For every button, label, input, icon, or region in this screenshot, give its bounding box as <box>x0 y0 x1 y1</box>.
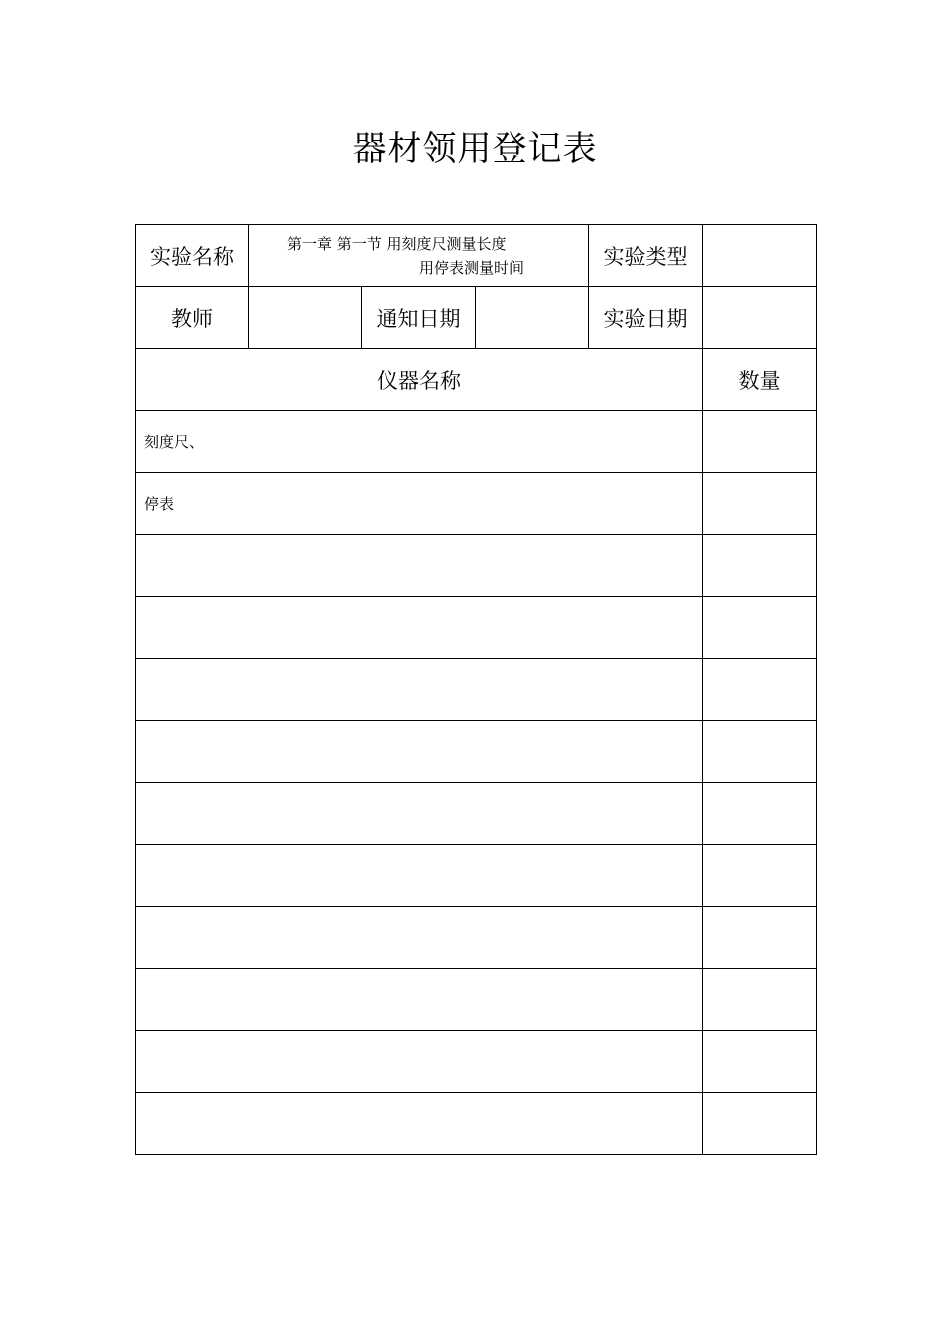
experiment-date-value[interactable] <box>703 287 817 349</box>
quantity-cell[interactable] <box>703 659 817 721</box>
instrument-name-cell[interactable] <box>136 721 703 783</box>
table-row <box>136 473 817 535</box>
quantity-cell[interactable] <box>703 907 817 969</box>
quantity-cell[interactable] <box>703 969 817 1031</box>
quantity-cell[interactable] <box>703 1093 817 1155</box>
quantity-cell[interactable] <box>703 783 817 845</box>
notice-date-value[interactable] <box>476 287 589 349</box>
table-row <box>136 721 817 783</box>
instrument-name-cell[interactable]: 停表 <box>136 473 703 535</box>
page-title: 器材领用登记表 <box>352 129 598 169</box>
instrument-name-cell[interactable]: 刻度尺、 <box>136 411 703 473</box>
teacher-value[interactable] <box>249 287 362 349</box>
instrument-name-cell[interactable] <box>136 845 703 907</box>
teacher-label: 教师 <box>136 287 249 349</box>
equipment-registration-table <box>135 224 817 1155</box>
experiment-name-line2: 用停表测量时间 <box>419 258 525 277</box>
quantity-cell[interactable] <box>703 1031 817 1093</box>
quantity-header: 数量 <box>703 349 817 411</box>
experiment-type-value[interactable] <box>703 225 817 287</box>
quantity-cell[interactable] <box>703 473 817 535</box>
quantity-cell[interactable] <box>703 535 817 597</box>
quantity-cell[interactable] <box>703 597 817 659</box>
quantity-cell[interactable] <box>703 411 817 473</box>
quantity-cell[interactable] <box>703 845 817 907</box>
experiment-name-label: 实验名称 <box>136 225 249 287</box>
instrument-name-cell[interactable] <box>136 1093 703 1155</box>
instrument-name-cell[interactable] <box>136 907 703 969</box>
table-row <box>136 969 817 1031</box>
experiment-date-label: 实验日期 <box>589 287 703 349</box>
experiment-type-label: 实验类型 <box>589 225 703 287</box>
header-row-experiment <box>136 225 817 287</box>
table-row <box>136 597 817 659</box>
table-row <box>136 411 817 473</box>
table-row <box>136 783 817 845</box>
instrument-name-cell[interactable] <box>136 969 703 1031</box>
experiment-name-line1: 第一章 第一节 用刻度尺测量长度 <box>287 234 507 253</box>
instrument-name-cell[interactable] <box>136 659 703 721</box>
instrument-name-cell[interactable] <box>136 783 703 845</box>
table-row <box>136 659 817 721</box>
table-row <box>136 845 817 907</box>
instrument-name-cell[interactable] <box>136 597 703 659</box>
quantity-cell[interactable] <box>703 721 817 783</box>
table-row <box>136 535 817 597</box>
table-row <box>136 1093 817 1155</box>
experiment-name-value[interactable] <box>249 225 589 287</box>
notice-date-label: 通知日期 <box>362 287 476 349</box>
header-row-teacher <box>136 287 817 349</box>
instrument-name-cell[interactable] <box>136 1031 703 1093</box>
table-row <box>136 907 817 969</box>
instrument-name-header: 仪器名称 <box>136 349 703 411</box>
column-header-row <box>136 349 817 411</box>
table-row <box>136 1031 817 1093</box>
instrument-name-cell[interactable] <box>136 535 703 597</box>
